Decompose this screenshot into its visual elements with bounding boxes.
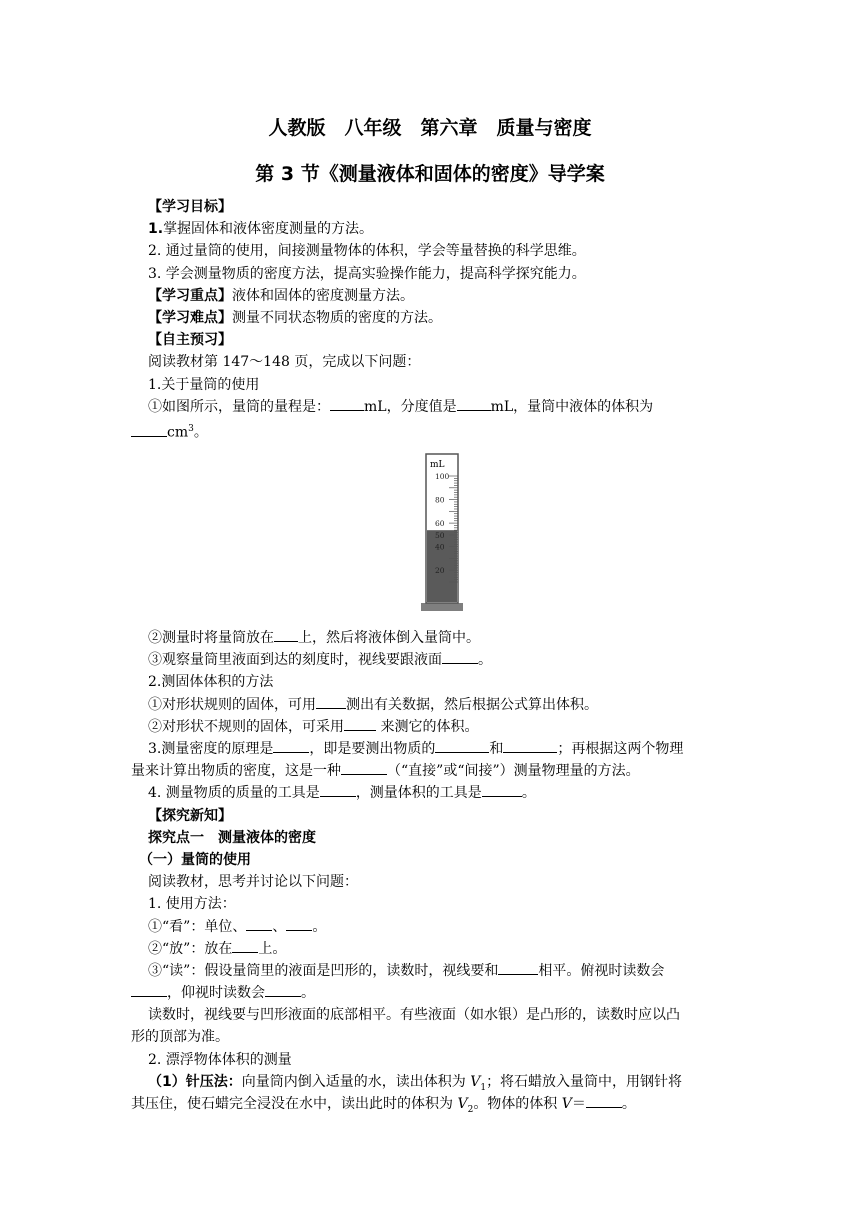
document-body (131, 196, 731, 1115)
needle-method: （1）针压法：向量筒内倒入适量的水，读出体积为 $V_1$；将石蜡放入量筒中，用钢针将 (148, 1073, 683, 1093)
preview-section-1: 1.关于量筒的使用 (148, 376, 260, 393)
question-1: ①如图所示，量筒的量程是： mL，分度值是 mL，量筒中液体的体积为 (131, 396, 731, 418)
question-3: ③观察量筒里液面到达的刻度时，视线要跟液面 。 (131, 649, 731, 671)
blank[interactable] (232, 938, 258, 953)
blank[interactable] (273, 738, 309, 753)
read-step: ③“读”：假设量筒里的液面是凹形的，读数时，视线要和 相平。俯视时读数会 (131, 960, 731, 982)
reading-note: 读数时，视线要与凹形液面的底部相平。有些液面（如水银）是凸形的，读数时应以凸 (148, 1007, 680, 1024)
tools: 4. 测量物质的质量的工具是 ，测量体积的工具是 。 (131, 782, 731, 804)
goal-3: 3. 学会测量物质的密度方法，提高实验操作能力，提高科学探究能力。 (148, 265, 586, 282)
blank[interactable] (344, 716, 376, 731)
float-volume: 2. 漂浮物体体积的测量 (148, 1051, 292, 1068)
blank[interactable] (265, 982, 301, 997)
document-subtitle: 第 3 节《测量液体和固体的密度》导学案 (255, 163, 605, 185)
explore-sub-1: （一）量筒的使用 (139, 851, 251, 868)
reading-note-cont: 形的顶部为准。 (131, 1029, 229, 1046)
explore-point-1: 探究点一 测量液体的密度 (148, 829, 316, 846)
difficult-point: 【学习难点】测量不同状态物质的密度的方法。 (148, 309, 442, 326)
explore-heading: 【探究新知】 (148, 807, 232, 824)
look-step: ①“看”：单位、 、 。 (131, 916, 731, 938)
blank[interactable] (586, 1093, 622, 1108)
key-point: 【学习重点】液体和固体的密度测量方法。 (148, 287, 414, 304)
blank[interactable] (320, 782, 356, 797)
blank[interactable] (482, 782, 522, 797)
goal-1: 1.掌握固体和液体密度测量的方法。 (148, 221, 374, 238)
graduated-cylinder-figure (420, 452, 464, 612)
preview-section-2: 2.测固体体积的方法 (148, 674, 274, 691)
scale-label: 40 (435, 542, 445, 552)
blank[interactable] (274, 627, 298, 642)
question-2: ②测量时将量筒放在 上，然后将液体倒入量筒中。 (131, 627, 731, 649)
put-step: ②“放”：放在 上。 (131, 938, 731, 960)
blank[interactable] (131, 982, 167, 997)
scale-label: 80 (435, 495, 445, 505)
explore-read: 阅读教材，思考并讨论以下问题： (148, 874, 358, 891)
blank[interactable] (341, 760, 387, 775)
read-step-cont: ，仰视时读数会 。 (131, 982, 731, 1004)
goals-heading: 【学习目标】 (148, 199, 232, 215)
scale-label: 50 (435, 530, 445, 540)
cylinder-unit-label: mL (430, 460, 445, 470)
solid-2: ②对形状不规则的固体，可采用 来测它的体积。 (131, 716, 731, 738)
scale-label: 60 (435, 519, 445, 529)
solid-1: ①对形状规则的固体，可用 测出有关数据，然后根据公式算出体积。 (131, 694, 731, 716)
blank[interactable] (498, 960, 538, 975)
cylinder-base (421, 603, 463, 611)
blank[interactable] (442, 649, 478, 664)
blank[interactable] (330, 396, 364, 411)
usage-method: 1. 使用方法： (148, 896, 236, 913)
blank[interactable] (316, 694, 346, 709)
scale-label: 100 (435, 472, 450, 481)
preview-intro: 阅读教材第 147～148 页，完成以下问题： (148, 354, 421, 371)
blank[interactable] (503, 738, 557, 753)
blank[interactable] (435, 738, 489, 753)
goal-2: 2. 通过量筒的使用，间接测量物体的体积，学会等量替换的科学思维。 (148, 243, 586, 260)
blank[interactable] (131, 422, 167, 437)
document-title: 人教版 八年级 第六章 质量与密度 (268, 117, 592, 139)
blank[interactable] (246, 916, 272, 931)
blank[interactable] (457, 396, 491, 411)
blank[interactable] (286, 916, 312, 931)
principle: 3.测量密度的原理是 ，即是要测出物质的 和 ；再根据这两个物理 (131, 738, 731, 760)
principle-cont: 量来计算出物质的密度，这是一种 （“直接”或“间接”）测量物理量的方法。 (131, 760, 731, 782)
scale-label: 20 (435, 566, 445, 576)
needle-method-cont: 其压住，使石蜡完全浸没在水中，读出此时的体积为 $V_2$。物体的体积 V＝ 。 (131, 1093, 731, 1115)
preview-heading: 【自主预习】 (148, 332, 232, 349)
question-1-cont: $cm^3$。 (131, 418, 731, 440)
